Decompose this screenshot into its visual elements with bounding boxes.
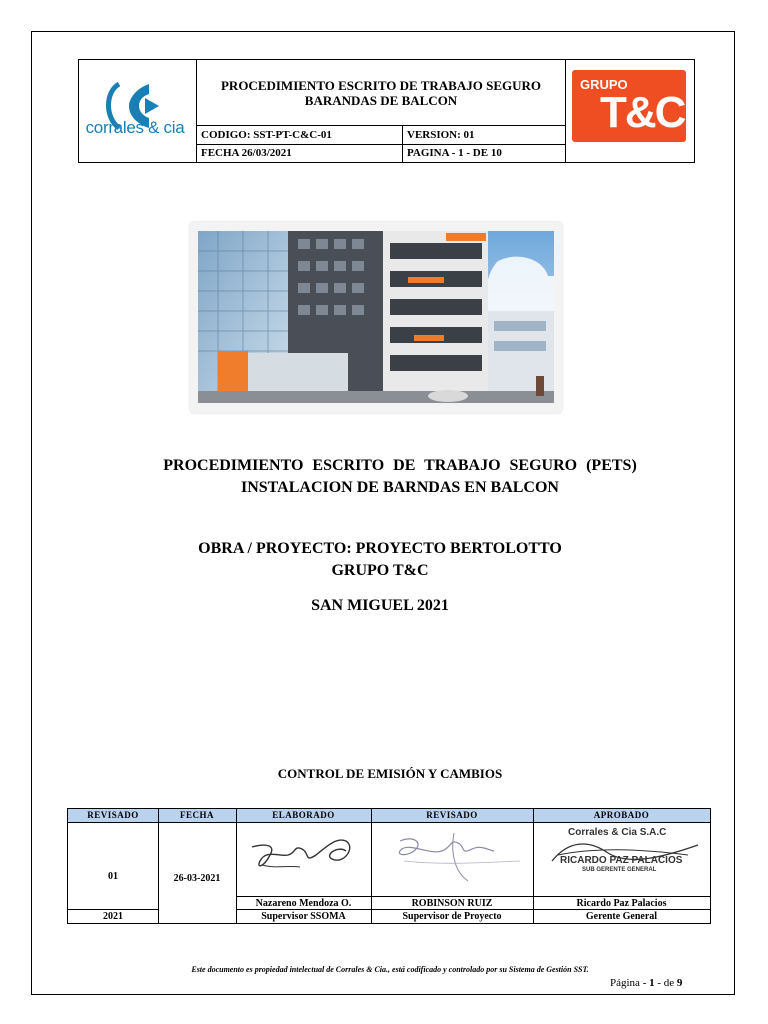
aprobado-name: Ricardo Paz Palacios	[576, 898, 667, 909]
document-version: VERSION: 01	[403, 126, 566, 145]
revisado-role: Supervisor de Proyecto	[402, 911, 502, 922]
document-title-line2: BARANDAS DE BALCON	[304, 92, 458, 108]
revision-date: 26-03-2021	[173, 873, 221, 884]
corrales-logo-icon	[85, 78, 189, 156]
project-name: OBRA / PROYECTO: PROYECTO BERTOLOTTO	[198, 540, 562, 557]
elaborado-name: Nazareno Mendoza O.	[255, 898, 352, 909]
cover-title	[100, 455, 700, 499]
building-illustration	[198, 231, 554, 403]
table-header-fecha: FECHA	[158, 809, 236, 823]
row-divider	[236, 909, 710, 910]
table-header-revisado-2: REVISADO	[371, 809, 533, 823]
control-section-title: CONTROL DE EMISIÓN Y CAMBIOS	[277, 766, 503, 781]
document-code: CODIGO: SST-PT-C&C-01	[197, 126, 403, 145]
cover-title-line2: INSTALACION DE BARNDAS EN BALCON	[241, 479, 559, 496]
grupo-tc-logo	[572, 70, 686, 142]
stamp-name: RICARDO PAZ PALACIOS	[560, 855, 683, 866]
grupo-tc-logo-cell	[566, 60, 694, 163]
building-photo	[190, 222, 562, 413]
signature-revisado	[380, 825, 528, 891]
cover-title-line1: PROCEDIMIENTO ESCRITO DE TRABAJO SEGURO (PETS)	[163, 457, 637, 474]
table-header-revisado: REVISADO	[68, 809, 158, 823]
document-title	[197, 60, 566, 126]
footer-note: Este documento es propiedad intelectual de Corrales & Cia., está codificado y controlado por su Sistema de Gestión SST.	[191, 965, 589, 974]
project-location: SAN MIGUEL 2021	[311, 597, 449, 614]
table-header-elaborado: ELABORADO	[236, 809, 371, 823]
footer-page-prefix: Página -	[610, 977, 647, 989]
document-page: PAGINA - 1 - DE 10	[403, 145, 566, 163]
stamp-role: SUB GERENTE GENERAL	[582, 867, 657, 873]
document-title-line1: PROCEDIMIENTO ESCRITO DE TRABAJO SEGURO	[220, 77, 541, 93]
revision-table	[67, 808, 711, 924]
revisado-name: ROBINSON RUIZ	[411, 898, 493, 909]
project-info	[130, 538, 630, 582]
elaborado-role: Supervisor SSOMA	[261, 911, 346, 922]
footer-page-current: 1	[649, 977, 655, 989]
corrales-logo-cell	[79, 60, 197, 163]
table-header-aprobado: APROBADO	[533, 809, 710, 823]
signature-elaborado	[246, 825, 364, 891]
revision-year: 2021	[103, 911, 123, 922]
grupo-tc-logo-small: GRUPO	[580, 77, 628, 92]
footer-page-number	[610, 977, 682, 989]
stamp-company: Corrales & Cia S.A.C	[568, 827, 667, 838]
row-divider	[68, 909, 158, 910]
grupo-tc-logo-big: T&C	[600, 88, 685, 137]
footer-page-total: 9	[676, 977, 683, 989]
approval-stamp	[548, 825, 708, 893]
column-divider	[158, 809, 159, 923]
row-divider	[236, 896, 710, 897]
document-header	[78, 59, 695, 163]
document-date: FECHA 26/03/2021	[197, 145, 403, 163]
aprobado-role: Gerente General	[585, 911, 658, 922]
revision-number: 01	[108, 871, 118, 882]
footer-page-mid: - de	[657, 977, 675, 989]
corrales-wordmark: corrales & cia	[85, 118, 185, 137]
project-group: GRUPO T&C	[331, 562, 429, 579]
